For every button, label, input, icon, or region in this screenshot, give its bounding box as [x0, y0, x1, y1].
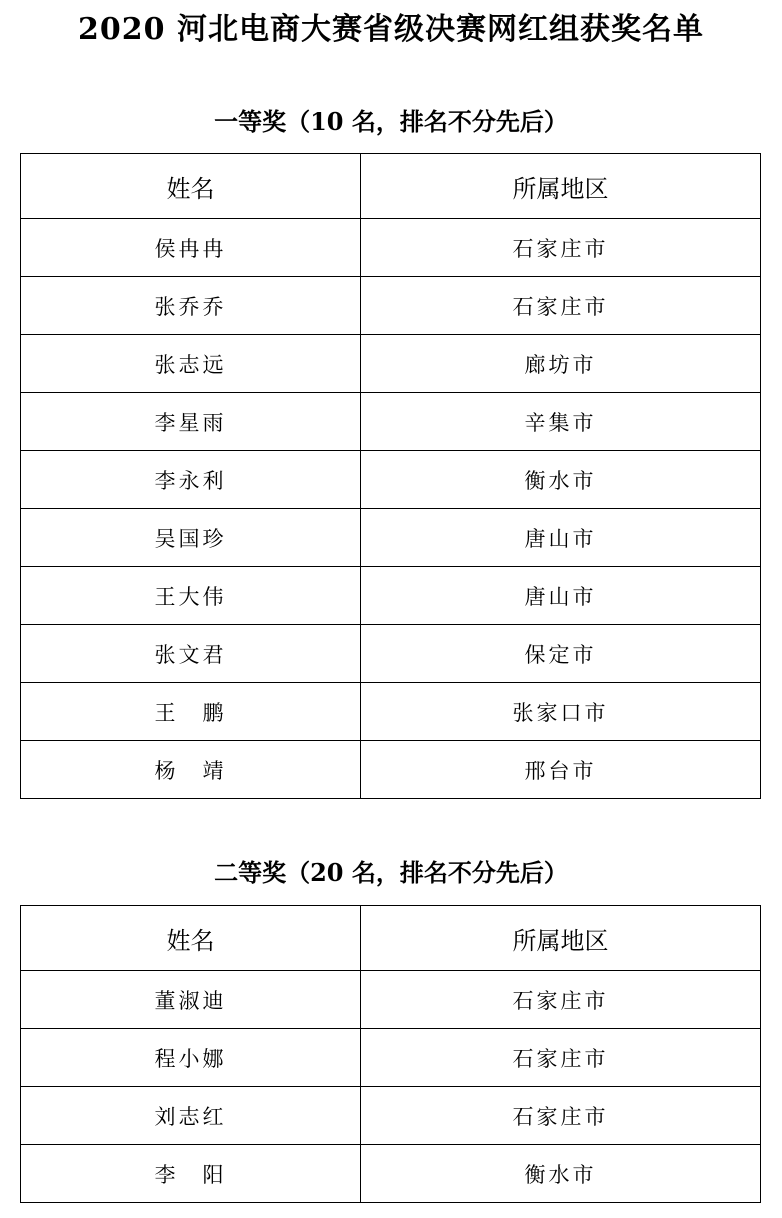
winner-region: 石家庄市: [361, 971, 761, 1029]
winner-name: 刘志红: [21, 1087, 361, 1145]
table-row: [21, 971, 761, 1029]
winner-region: 廊坊市: [361, 335, 761, 393]
table-row: [21, 219, 761, 277]
winner-name: 吴国珍: [21, 509, 361, 567]
winner-name: 侯冉冉: [21, 219, 361, 277]
winner-name: 张乔乔: [21, 277, 361, 335]
table-row: [21, 451, 761, 509]
second-prize-table: [20, 905, 761, 1203]
table-row: [21, 277, 761, 335]
winner-name: 董淑迪: [21, 971, 361, 1029]
table-row: [21, 509, 761, 567]
winner-region: 保定市: [361, 625, 761, 683]
winner-name: 王大伟: [21, 567, 361, 625]
table-row: [21, 1029, 761, 1087]
column-header-region: 所属地区: [361, 906, 761, 971]
winner-name: 程小娜: [21, 1029, 361, 1087]
table-row: [21, 683, 761, 741]
column-header-name: 姓名: [21, 154, 361, 219]
winner-region: 石家庄市: [361, 1029, 761, 1087]
winner-name: 李星雨: [21, 393, 361, 451]
first-prize-table: [20, 153, 761, 799]
column-header-name: 姓名: [21, 906, 361, 971]
table-header-row: [21, 906, 761, 971]
winner-name: 李永利: [21, 451, 361, 509]
winner-region: 邢台市: [361, 741, 761, 799]
winner-region: 石家庄市: [361, 277, 761, 335]
winner-region: 张家口市: [361, 683, 761, 741]
winner-region: 石家庄市: [361, 1087, 761, 1145]
winner-region: 辛集市: [361, 393, 761, 451]
table-header-row: [21, 154, 761, 219]
table-row: [21, 393, 761, 451]
winner-name: 杨 靖: [21, 741, 361, 799]
table-row: [21, 1145, 761, 1203]
winner-region: 衡水市: [361, 1145, 761, 1203]
winner-name: 李 阳: [21, 1145, 361, 1203]
table-row: [21, 335, 761, 393]
table-row: [21, 1087, 761, 1145]
winner-region: 衡水市: [361, 451, 761, 509]
second-prize-heading: 二等奖（20 名，排名不分先后）: [214, 858, 568, 887]
winner-name: 张文君: [21, 625, 361, 683]
table-row: [21, 567, 761, 625]
winner-name: 张志远: [21, 335, 361, 393]
column-header-region: 所属地区: [361, 154, 761, 219]
table-row: [21, 741, 761, 799]
winner-region: 唐山市: [361, 509, 761, 567]
winner-region: 石家庄市: [361, 219, 761, 277]
winner-name: 王 鹏: [21, 683, 361, 741]
winner-region: 唐山市: [361, 567, 761, 625]
document-title: 2020 河北电商大赛省级决赛网红组获奖名单: [78, 12, 704, 47]
first-prize-heading: 一等奖（10 名，排名不分先后）: [214, 107, 568, 136]
table-row: [21, 625, 761, 683]
